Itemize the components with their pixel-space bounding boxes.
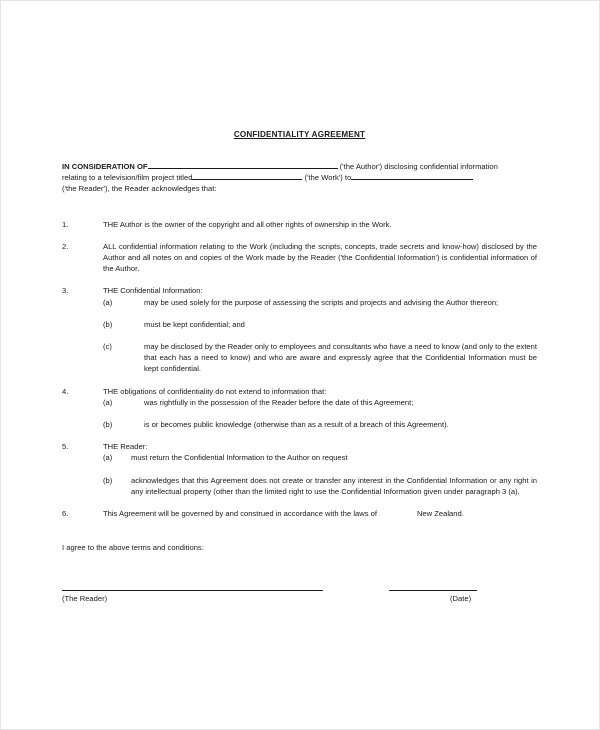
reader-signature-line[interactable] — [62, 590, 323, 591]
clause-3-item-c-letter: (c) — [103, 342, 112, 352]
clause-2 — [62, 241, 537, 275]
author-blank-rule[interactable] — [148, 161, 338, 169]
intro-lead-text: IN CONSIDERATION OF — [62, 162, 148, 171]
clause-4-item-a — [103, 397, 537, 408]
clause-5-item-b-letter: (b) — [103, 475, 113, 485]
clause-3-item-c — [103, 341, 537, 375]
clause-3-item-a — [103, 297, 537, 308]
clause-5-item-a — [103, 452, 537, 463]
clause-3-item-b-letter: (b) — [103, 319, 113, 329]
clause-3-item-a-text: may be used solely for the purpose of assessing the scripts and projects and advising the Author thereon; — [144, 297, 499, 307]
reader-signature-label: (The Reader) — [62, 594, 108, 604]
agreement-acceptance-line: I agree to the above terms and conditions: — [62, 543, 204, 553]
clause-4-item-a-text: was rightfully in the possession of the Reader before the date of this Agreement; — [144, 397, 414, 407]
document-body — [62, 129, 537, 616]
clause-3-item-a-letter: (a) — [103, 297, 113, 307]
clause-1-number: 1. — [62, 219, 69, 229]
intro-line2-prefix: relating to a television/film project titled — [62, 173, 193, 183]
date-signature-line[interactable] — [389, 590, 477, 591]
intro-paragraph — [62, 161, 537, 195]
page-title: CONFIDENTIALITY AGREEMENT — [233, 130, 366, 139]
clause-5-heading: THE Reader: — [103, 442, 148, 452]
clause-3-item-b — [103, 319, 537, 330]
clause-6-number: 6. — [62, 509, 69, 519]
clause-4-number: 4. — [62, 386, 69, 396]
clause-5-number: 5. — [62, 442, 69, 452]
clause-3 — [62, 285, 537, 374]
clause-4-heading: THE obligations of confidentiality do not extend to information that: — [103, 386, 327, 396]
clause-3-item-b-text: must be kept confidential; and — [144, 319, 245, 329]
clause-2-number: 2. — [62, 241, 69, 251]
signature-block — [62, 590, 537, 616]
intro-after-blank-1: ('the Author') disclosing confidential information — [339, 162, 498, 171]
clause-5 — [62, 441, 537, 497]
clause-2-text: ALL confidential information relating to the Work (including the scripts, concepts, trade secrets and know-how) disclosed by the Author and all notes on and copies of the Work made by the Reader ('the Confidential Information') is confidential information of the Author. — [103, 241, 537, 274]
clause-3-number: 3. — [62, 286, 69, 296]
clause-4-item-b-text: is or becomes public knowledge (otherwise than as a result of a breach of this Agreement). — [144, 420, 449, 430]
clause-4-item-a-letter: (a) — [103, 397, 113, 407]
clause-5-item-b-text: acknowledges that this Agreement does not create or transfer any interest in the Confidential Information or any right in any intellectual property (other than the limited right to use the Confidential Information given under paragraph 3 (a). — [131, 475, 537, 496]
clause-6 — [62, 508, 537, 519]
clause-1-text: THE Author is the owner of the copyright and all other rights of ownership in the Work. — [103, 219, 392, 229]
clause-5-item-a-letter: (a) — [103, 453, 113, 463]
clause-3-heading: THE Confidential Information: — [103, 286, 203, 296]
clause-6-jurisdiction: New Zealand. — [416, 509, 464, 519]
date-signature-label: (Date) — [450, 594, 472, 604]
clause-5-item-a-text: must return the Confidential Information to the Author on request — [131, 453, 348, 463]
intro-line3: ('the Reader'), the Reader acknowledges that: — [62, 184, 217, 194]
work-blank-rule[interactable] — [192, 172, 302, 180]
intro-after-blank-2: ('the Work') to — [304, 173, 352, 183]
clause-6-text: This Agreement will be governed by and construed in accordance with the laws of — [103, 509, 377, 519]
clause-3-item-c-text: may be disclosed by the Reader only to employees and consultants who have a need to know (and only to the extent that each has a need to know) and who are aware and expressly agree that the Confidential Information must be kept confidential. — [144, 342, 537, 374]
clause-1 — [62, 219, 537, 230]
clause-5-item-b — [103, 475, 537, 497]
reader-blank-rule[interactable] — [351, 172, 473, 180]
clause-4-item-b — [103, 419, 537, 430]
clause-4 — [62, 386, 537, 431]
clause-4-item-b-letter: (b) — [103, 420, 113, 430]
